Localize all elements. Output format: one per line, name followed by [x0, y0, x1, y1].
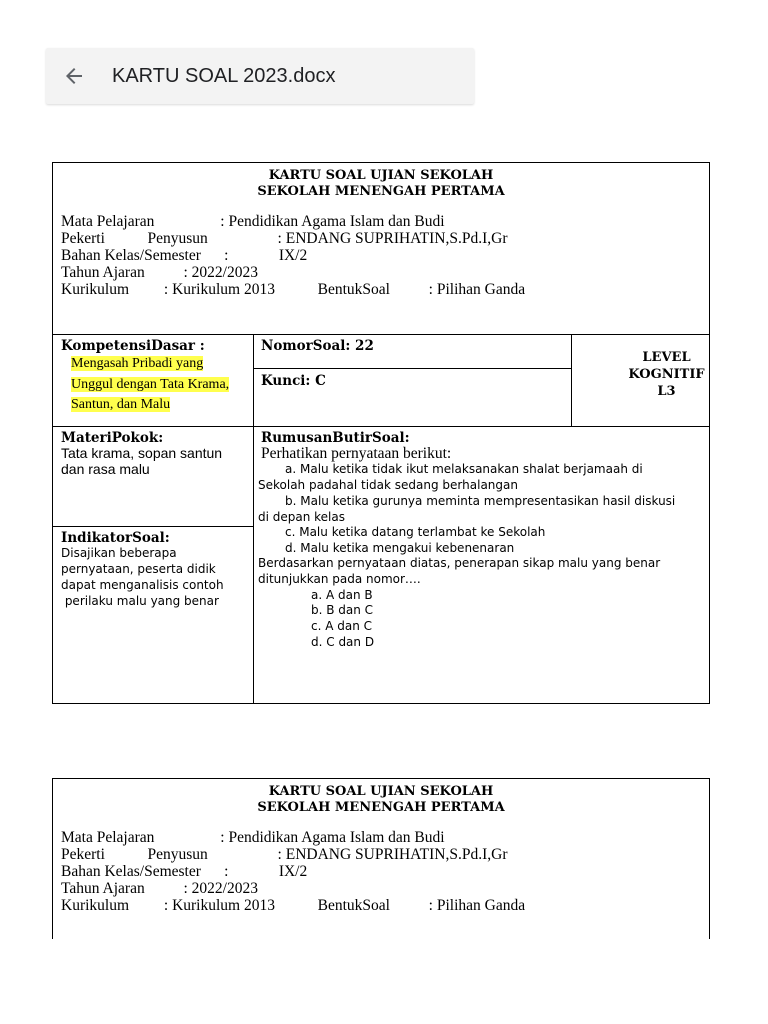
statement-line: Berdasarkan pernyataan diatas, penerapan sikap malu yang benar [258, 556, 661, 570]
info-mata-pelajaran: Mata Pelajaran : Pendidikan Agama Islam dan Budi [61, 829, 445, 846]
statement-line: c. Malu ketika datang terlambat ke Sekolah [285, 525, 546, 539]
rumusan-intro: Perhatikan pernyataan berikut: [261, 445, 452, 462]
option-c: c. A dan C [311, 619, 373, 633]
statement-line: ditunjukkan pada nomor…. [258, 572, 421, 586]
question-card [52, 162, 710, 704]
rumusan-label: RumusanButirSoal: [261, 430, 410, 446]
divider [571, 334, 572, 427]
info-bahan-kelas: Bahan Kelas/Semester : IX/2 [61, 247, 308, 264]
indikator-line: pernyataan, peserta didik [61, 562, 216, 576]
info-mata-pelajaran: Mata Pelajaran : Pendidikan Agama Islam dan Budi [61, 213, 445, 230]
materi-label: MateriPokok: [61, 430, 164, 446]
kunci-jawaban: Kunci: C [261, 373, 326, 389]
level-line: LEVEL [642, 350, 691, 365]
statement-line: Sekolah padahal tidak sedang berhalangan [258, 478, 518, 492]
card-header-line1: KARTU SOAL UJIAN SEKOLAH [268, 784, 494, 799]
kompetensi-label: KompetensiDasar : [61, 338, 205, 354]
divider [253, 368, 571, 369]
kompetensi-text [71, 352, 229, 414]
level-line: KOGNITIF [628, 367, 705, 382]
statement-line: a. Malu ketika tidak ikut melaksanakan shalat berjamaah di [285, 462, 643, 476]
level-line: L3 [657, 384, 676, 399]
back-arrow-icon[interactable] [60, 62, 88, 90]
materi-line: Tata krama, sopan santun [61, 445, 223, 461]
info-tahun-ajaran: Tahun Ajaran : 2022/2023 [61, 880, 258, 897]
level-kognitif [624, 349, 709, 400]
kompetensi-line: Santun, dan Malu [71, 397, 171, 412]
divider [53, 334, 709, 335]
divider [53, 526, 253, 527]
nomor-soal: NomorSoal: 22 [261, 338, 374, 354]
option-d: d. C dan D [311, 635, 375, 649]
info-tahun-ajaran: Tahun Ajaran : 2022/2023 [61, 264, 258, 281]
option-a: a. A dan B [311, 588, 373, 602]
divider [53, 426, 709, 427]
info-penyusun: Pekerti Penyusun : ENDANG SUPRIHATIN,S.Pd.I,Gr [61, 846, 508, 863]
card-header-line2: SEKOLAH MENENGAH PERTAMA [257, 800, 505, 815]
indikator-line: Disajikan beberapa [61, 546, 177, 560]
info-kurikulum: Kurikulum : Kurikulum 2013 BentukSoal : Pilihan Ganda [61, 897, 526, 914]
indikator-line: dapat menganalisis contoh [61, 578, 224, 592]
document-title: KARTU SOAL 2023.docx [112, 65, 336, 87]
kompetensi-line: Unggul dengan Tata Krama, [71, 376, 230, 392]
indikator-line: perilaku malu yang benar [61, 594, 219, 608]
statement-line: di depan kelas [258, 510, 345, 524]
materi-line: dan rasa malu [61, 461, 150, 477]
kompetensi-line: Mengasah Pribadi yang [71, 356, 204, 371]
card-header-line1: KARTU SOAL UJIAN SEKOLAH [268, 168, 494, 183]
card-header-line2: SEKOLAH MENENGAH PERTAMA [257, 184, 505, 199]
question-card [52, 778, 710, 939]
document-toolbar [46, 48, 474, 104]
divider [253, 334, 254, 703]
statement-line: b. Malu ketika gurunya meminta mempresentasikan hasil diskusi [285, 494, 676, 508]
info-bahan-kelas: Bahan Kelas/Semester : IX/2 [61, 863, 308, 880]
indikator-label: IndikatorSoal: [61, 530, 170, 546]
info-kurikulum: Kurikulum : Kurikulum 2013 BentukSoal : Pilihan Ganda [61, 281, 526, 298]
statement-line: d. Malu ketika mengakui kebenenaran [285, 541, 515, 555]
option-b: b. B dan C [311, 603, 374, 617]
info-penyusun: Pekerti Penyusun : ENDANG SUPRIHATIN,S.Pd.I,Gr [61, 230, 508, 247]
